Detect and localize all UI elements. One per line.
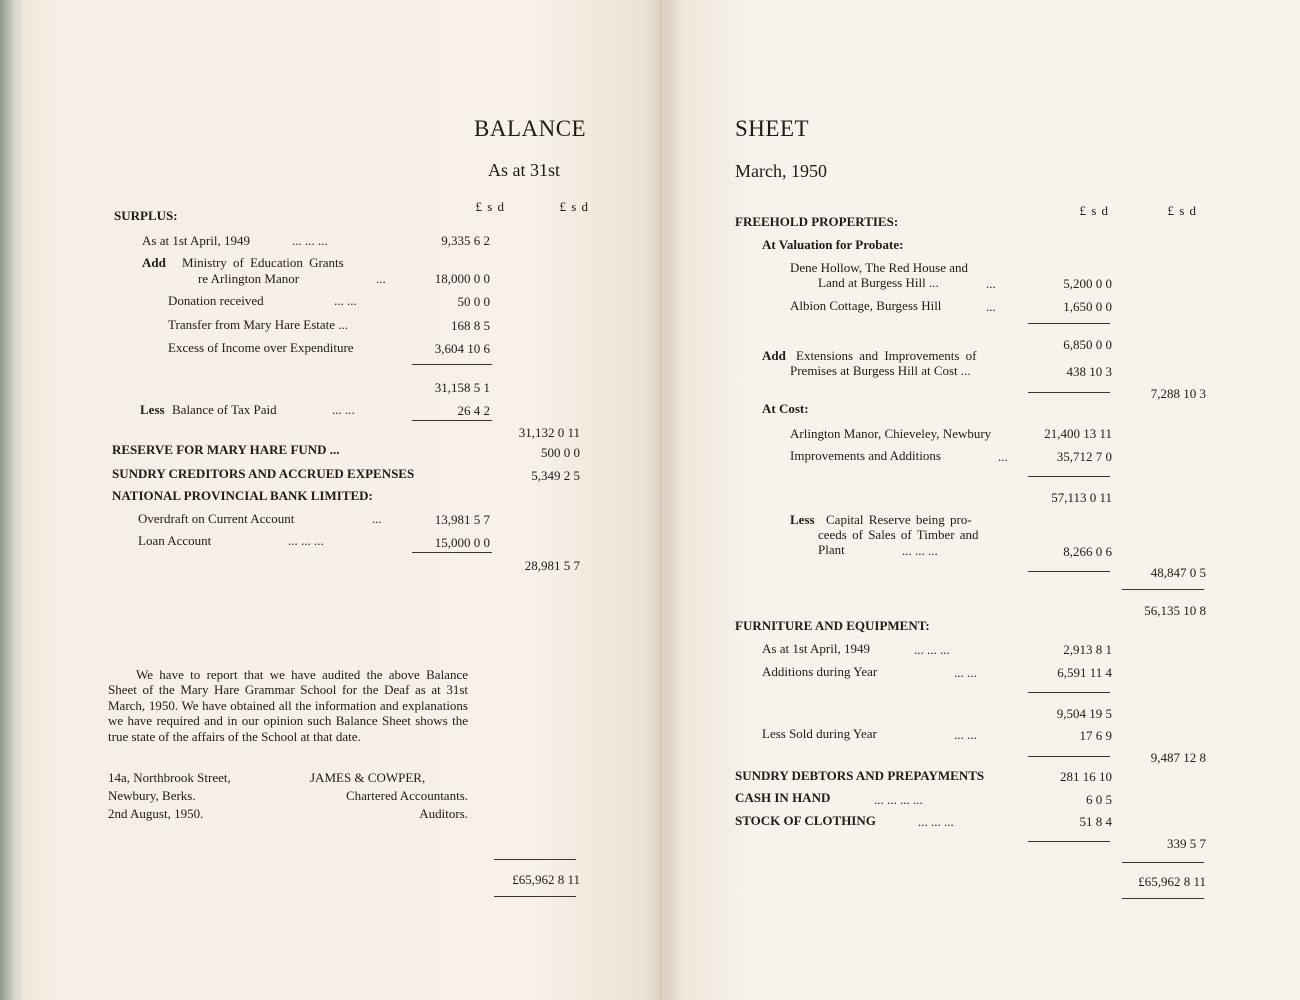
- leader-dots: ...: [998, 449, 1008, 464]
- cash-amount: 6 0 5: [1086, 792, 1112, 807]
- overdraft-amount: 13,981 5 7: [434, 512, 490, 527]
- extensions-line2: Premises at Burgess Hill at Cost ...: [790, 363, 971, 378]
- less-keyword: Less: [790, 512, 815, 527]
- loan-label: Loan Account: [138, 533, 212, 548]
- col-header-1: £ s d: [1079, 203, 1108, 218]
- rule: [494, 859, 576, 860]
- rule: [1028, 392, 1110, 393]
- leader-dots: ... ...: [332, 402, 355, 417]
- freehold-heading: FREEHOLD PROPERTIES:: [735, 214, 899, 229]
- less-tax-amount: 26 4 2: [457, 403, 490, 418]
- rule: [1028, 756, 1110, 757]
- as-at-amount: 9,335 6 2: [441, 233, 490, 248]
- subtotal-amount: 31,158 5 1: [434, 380, 490, 395]
- less-sold-label: Less Sold during Year: [762, 726, 877, 741]
- address-line3: 2nd August, 1950.: [108, 806, 204, 821]
- rule: [1122, 862, 1204, 863]
- rule: [1122, 898, 1204, 899]
- leader-dots: ... ...: [334, 293, 357, 308]
- leader-dots: ... ... ... ...: [874, 792, 923, 807]
- improvements-amount: 35,712 7 0: [1056, 449, 1112, 464]
- transfer-amount: 168 8 5: [451, 318, 490, 333]
- leader-dots: ... ... ...: [288, 533, 324, 548]
- surplus-heading: SURPLUS:: [114, 208, 178, 223]
- rule: [494, 896, 576, 897]
- rule: [1028, 476, 1110, 477]
- right-page: [664, 0, 1300, 1000]
- albion-amount: 1,650 0 0: [1063, 299, 1112, 314]
- grand-total-left: £65,962 8 11: [512, 872, 580, 887]
- stock-label: STOCK OF CLOTHING: [735, 813, 876, 828]
- creditors-label: SUNDRY CREDITORS AND ACCRUED EXPENSES: [112, 466, 415, 481]
- add-keyword: Add: [762, 348, 786, 363]
- surplus-total: 31,132 0 11: [518, 425, 580, 440]
- leader-dots: ... ... ...: [902, 543, 938, 558]
- col-header-2: £ s d: [1167, 203, 1196, 218]
- rule: [412, 364, 492, 365]
- transfer-label: Transfer from Mary Hare Estate ...: [168, 317, 349, 332]
- firm-name: JAMES & COWPER,: [310, 770, 426, 785]
- ministry-line2: re Arlington Manor: [198, 271, 300, 286]
- dene-line1: Dene Hollow, The Red House and: [790, 260, 968, 275]
- freehold-total: 56,135 10 8: [1144, 603, 1206, 618]
- capital-line1: Capital Reserve being pro-: [826, 512, 972, 527]
- add-keyword: Add: [142, 255, 166, 270]
- rule: [412, 552, 492, 553]
- furniture-total: 9,487 12 8: [1150, 750, 1206, 765]
- col-header-2: £ s d: [559, 199, 588, 214]
- as-at-label: As at 1st April, 1949: [142, 233, 250, 248]
- cash-label: CASH IN HAND: [735, 790, 831, 805]
- grand-total-right: £65,962 8 11: [1138, 874, 1206, 889]
- less-tax-label: Balance of Tax Paid: [172, 402, 277, 417]
- valuation-heading: At Valuation for Probate:: [762, 237, 904, 252]
- ministry-line1: Ministry of Education Grants: [182, 255, 344, 270]
- donation-label: Donation received: [168, 293, 264, 308]
- leader-dots: ... ... ...: [292, 233, 328, 248]
- loan-amount: 15,000 0 0: [434, 535, 490, 550]
- arlington-label: Arlington Manor, Chieveley, Newbury: [790, 426, 992, 441]
- address-line2: Newbury, Berks.: [108, 788, 196, 803]
- page-subtitle-left: As at 31st: [488, 160, 560, 180]
- rule: [412, 420, 492, 421]
- address-line1: 14a, Northbrook Street,: [108, 770, 231, 785]
- creditors-amount: 5,349 2 5: [531, 468, 580, 483]
- rule: [1028, 323, 1110, 324]
- page-subtitle-right: March, 1950: [735, 161, 827, 181]
- arlington-amount: 21,400 13 11: [1044, 426, 1112, 441]
- leader-dots: ... ... ...: [914, 642, 950, 657]
- furniture-heading: FURNITURE AND EQUIPMENT:: [735, 618, 930, 633]
- reserve-amount: 500 0 0: [541, 445, 580, 460]
- rule: [1028, 571, 1110, 572]
- leader-dots: ...: [376, 271, 386, 286]
- excess-label: Excess of Income over Expenditure: [168, 340, 354, 355]
- ministry-amount: 18,000 0 0: [434, 271, 490, 286]
- dene-amount: 5,200 0 0: [1063, 276, 1112, 291]
- page-title-left: BALANCE: [474, 116, 587, 141]
- cost-heading: At Cost:: [762, 401, 809, 416]
- leader-dots: ...: [986, 299, 996, 314]
- capital-line2: ceeds of Sales of Timber and: [818, 527, 979, 542]
- capital-line3: Plant: [818, 542, 845, 557]
- furniture-as-at-amount: 2,913 8 1: [1063, 642, 1112, 657]
- reserve-label: RESERVE FOR MARY HARE FUND ...: [112, 442, 340, 457]
- valuation-total: 7,288 10 3: [1150, 386, 1206, 401]
- furniture-subtotal: 9,504 19 5: [1056, 706, 1112, 721]
- auditors-report: We have to report that we have audited the above Balance Sheet of the Mary Hare Grammar School for the Deaf as at 31st March, 1950. We have obtained all the information and explanations we have required and in our opinion such Balance Sheet shows the true state of the affairs of the School at that date.: [108, 667, 468, 744]
- less-sold-amount: 17 6 9: [1079, 728, 1112, 743]
- less-keyword: Less: [140, 402, 165, 417]
- additions-amount: 6,591 11 4: [1057, 665, 1112, 680]
- stock-amount: 51 8 4: [1079, 814, 1112, 829]
- valuation-subtotal: 6,850 0 0: [1063, 337, 1112, 352]
- firm-title: Chartered Accountants.: [345, 788, 468, 803]
- leader-dots: ... ...: [954, 665, 977, 680]
- misc-total: 339 5 7: [1167, 836, 1206, 851]
- left-page: [22, 0, 662, 1000]
- leader-dots: ...: [986, 276, 996, 291]
- col-header-1: £ s d: [475, 199, 504, 214]
- donation-amount: 50 0 0: [457, 294, 490, 309]
- cost-subtotal: 57,113 0 11: [1051, 490, 1112, 505]
- excess-amount: 3,604 10 6: [434, 341, 490, 356]
- dene-line2: Land at Burgess Hill ...: [818, 275, 939, 290]
- rule: [1028, 841, 1110, 842]
- cost-total: 48,847 0 5: [1150, 565, 1206, 580]
- leader-dots: ... ...: [954, 727, 977, 742]
- rule: [1028, 692, 1110, 693]
- improvements-label: Improvements and Additions: [790, 448, 941, 463]
- debtors-label: SUNDRY DEBTORS AND PREPAYMENTS: [735, 768, 985, 783]
- page-edge-strip: [0, 0, 22, 1000]
- bank-heading: NATIONAL PROVINCIAL BANK LIMITED:: [112, 488, 373, 503]
- albion-label: Albion Cottage, Burgess Hill: [790, 298, 942, 313]
- leader-dots: ...: [372, 511, 382, 526]
- overdraft-label: Overdraft on Current Account: [138, 511, 295, 526]
- extensions-line1: Extensions and Improvements of: [796, 348, 977, 363]
- page-title-right: SHEET: [735, 116, 810, 141]
- debtors-amount: 281 16 10: [1060, 769, 1112, 784]
- show-through-ghost-text: [252, 116, 260, 142]
- bank-total: 28,981 5 7: [524, 558, 580, 573]
- firm-role: Auditors.: [419, 806, 468, 821]
- rule: [1122, 589, 1204, 590]
- extensions-amount: 438 10 3: [1066, 364, 1112, 379]
- leader-dots: ... ... ...: [918, 814, 954, 829]
- additions-label: Additions during Year: [762, 664, 878, 679]
- capital-amount: 8,266 0 6: [1063, 544, 1112, 559]
- furniture-as-at-label: As at 1st April, 1949: [762, 641, 870, 656]
